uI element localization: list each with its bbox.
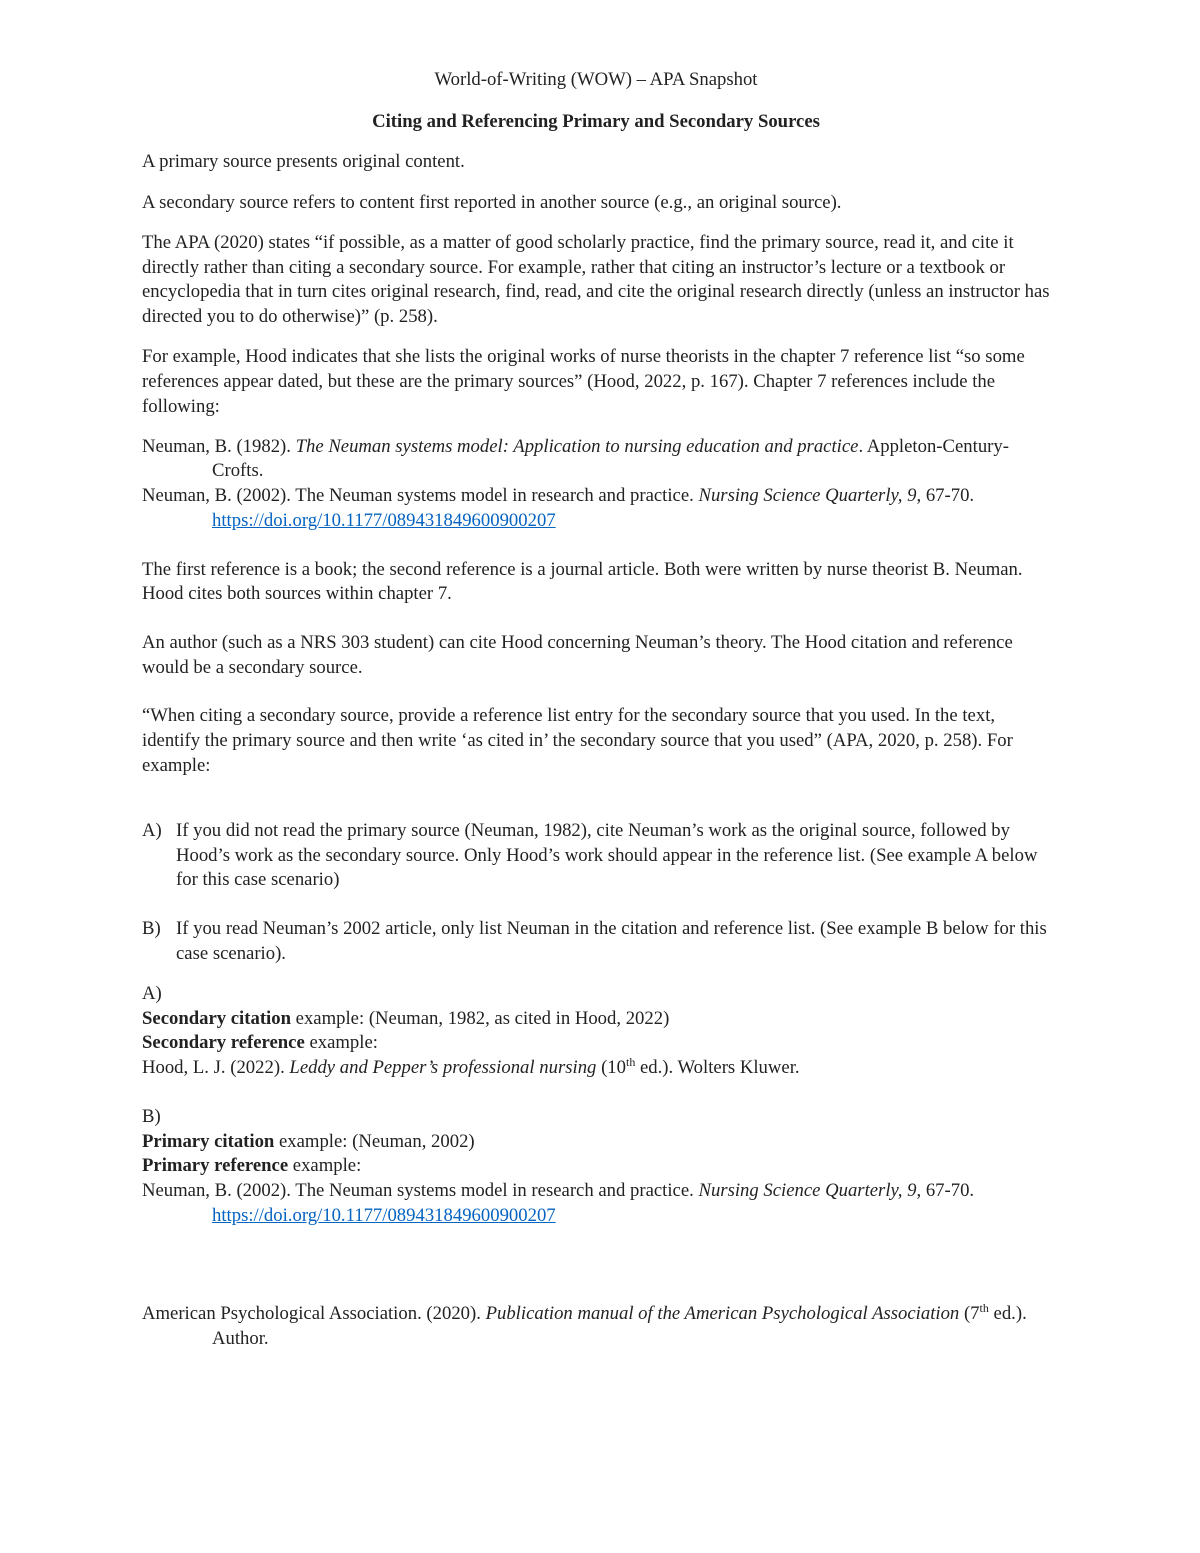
spacer [142,1228,1050,1302]
book-title: Publication manual of the American Psychological Association [485,1303,960,1325]
primary-citation-example: Primary citation example: (Neuman, 2002) [142,1130,475,1152]
secondary-citation-example: Secondary citation example: (Neuman, 1982, as cited in Hood, 2022) [142,1007,670,1029]
reference-hood-2022: Hood, L. J. (2022). Leddy and Pepper’s professional nursing (10th ed.). Wolters Kluwer. [142,1054,800,1079]
reference-neuman-2002: Neuman, B. (2002). The Neuman systems model in research and practice. Nursing Science Quarterly, 9, 67-70. https://doi.org/10.1177/089431849600900207 [142,485,975,531]
spacer [142,794,1050,819]
list-item [142,819,1050,893]
apa-quote-paragraph: The APA (2020) states “if possible, as a matter of good scholarly practice, find the primary source, read it, and cite it directly rather than citing a secondary source. For example, rather that citing an instructor’s lecture or a textbook or encyclopedia that in turn cites original research, find, read, and cite the original research directly (unless an instructor has directed you to do otherwise)” (p. 258). [142,231,1050,327]
apa-secondary-quote: “When citing a secondary source, provide a reference list entry for the secondary source that you used. In the text, identify the primary source and then write ‘as cited in’ the secondary source that you used” (APA, 2020, p. 258). For example: [142,705,1013,776]
secondary-source-definition: A secondary source refers to content first reported in another source (e.g., an original source). [142,191,842,213]
example-a [142,982,1050,1081]
example-b [142,1105,1050,1229]
journal-title: Nursing Science Quarterly, 9 [698,485,917,507]
list-marker: B) [142,918,161,940]
list-marker: A) [142,819,162,841]
doi-link[interactable]: https://doi.org/10.1177/089431849600900207 [212,509,556,531]
hood-example-paragraph: For example, Hood indicates that she lists the original works of nurse theorists in the chapter 7 reference list “so some references appear dated, but these are the primary sources” (Hood, 2022, p. 167). Chapter 7 references include the following: [142,346,1025,417]
secondary-reference-example: Secondary reference example: [142,1032,378,1054]
reference-apa-2020: American Psychological Association. (2020). Publication manual of the American Psychological Association (7th ed.). Author. [142,1301,1027,1350]
reference-neuman-2002-example: Neuman, B. (2002). The Neuman systems model in research and practice. Nursing Science Quarterly, 9, 67-70. https://doi.org/10.1177/089431849600900207 [142,1179,975,1226]
document-header: World-of-Writing (WOW) – APA Snapshot [434,69,758,90]
book-title: Leddy and Pepper’s professional nursing [289,1057,597,1079]
journal-title: Nursing Science Quarterly, 9 [698,1179,917,1201]
list-item [142,917,1050,966]
list-item-text: If you read Neuman’s 2002 article, only list Neuman in the citation and reference list. (See example B below for this case scenario). [176,918,1047,964]
document-title: Citing and Referencing Primary and Secondary Sources [372,110,820,132]
list-item-text: If you did not read the primary source (Neuman, 1982), cite Neuman’s work as the original source, followed by Hood’s work as the secondary source. Only Hood’s work should appear in the reference list. (See example A below for this case scenario) [176,819,1038,891]
example-b-label: B) [142,1105,161,1127]
primary-reference-example: Primary reference example: [142,1155,362,1177]
example-a-label: A) [142,982,162,1004]
book-title: The Neuman systems model: Application to nursing education and practice [295,435,859,457]
author-citation-paragraph: An author (such as a NRS 303 student) can cite Hood concerning Neuman’s theory. The Hood citation and reference would be a secondary source. [142,631,1013,678]
reference-neuman-1982: Neuman, B. (1982). The Neuman systems model: Application to nursing education and practice. Appleton-Century-Crofts. [142,435,1009,482]
doi-link[interactable]: https://doi.org/10.1177/089431849600900207 [212,1204,556,1226]
references-explanation: The first reference is a book; the second reference is a journal article. Both were written by nurse theorist B. Neuman. Hood cites both sources within chapter 7. [142,558,1023,605]
primary-source-definition: A primary source presents original content. [142,151,465,173]
